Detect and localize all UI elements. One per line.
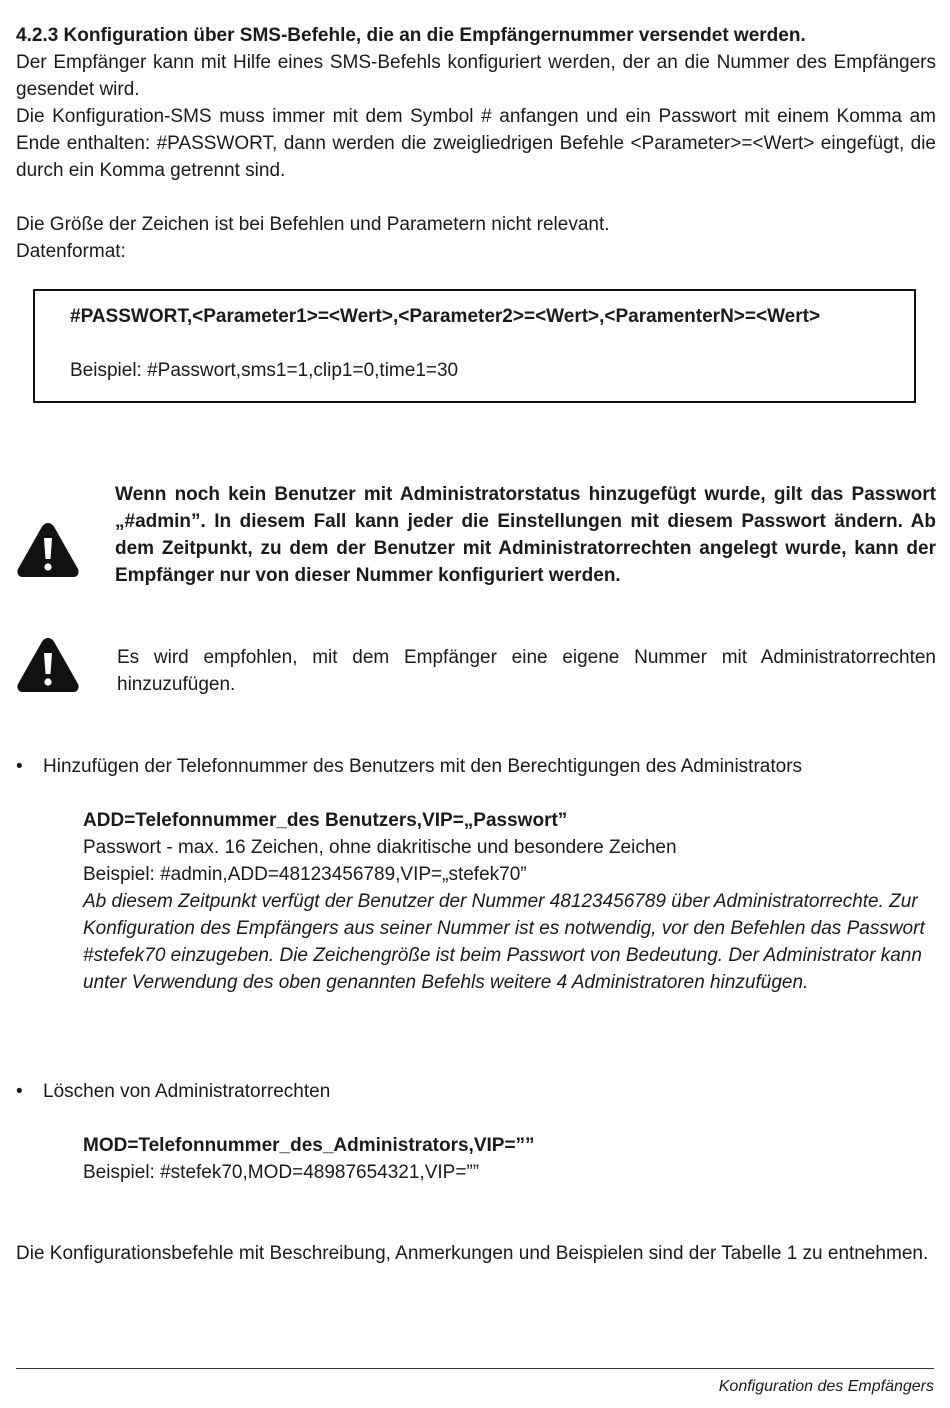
bullet2-title: Löschen von Administratorrechten (43, 1081, 331, 1102)
case-sensitivity-paragraph: Die Größe der Zeichen ist bei Befehlen und Parametern nicht relevant. (16, 214, 610, 235)
add-explanation: Ab diesem Zeitpunkt verfügt der Benutzer der Nummer 48123456789 über Administratorrechte. Zur Konfiguration des Empfängers aus seiner Nummer ist es notwendig, vor den Befehlen das Passwort #stefek70 einzugeben. Die Zeichengröße ist beim Passwort von Bedeutung. Der Administrator kann unter Verwendung des oben genannten Befehls weitere 4 Administratoren hinzufügen. (83, 891, 925, 993)
bullet1-title: Hinzufügen der Telefonnummer des Benutzers mit den Berechtigungen des Administrators (43, 756, 803, 777)
closing-paragraph: Die Konfigurationsbefehle mit Beschreibung, Anmerkungen und Beispielen sind der Tabelle 1 zu entnehmen. (16, 1243, 929, 1264)
format-syntax: #PASSWORT,<Parameter1>=<Wert>,<Parameter2>=<Wert>,<ParamenterN>=<Wert> (70, 306, 821, 327)
add-admin-details (83, 807, 936, 996)
mod-example: Beispiel: #stefek70,MOD=48987654321,VIP=”” (83, 1162, 480, 1183)
format-example: Beispiel: #Passwort,sms1=1,clip1=0,time1=30 (70, 360, 459, 381)
mod-command: MOD=Telefonnummer_des_Administrators,VIP=”” (83, 1135, 535, 1156)
document-page (16, 22, 936, 403)
password-note: Passwort - max. 16 Zeichen, ohne diakritische und besondere Zeichen (83, 837, 677, 858)
warning-icon (16, 521, 80, 579)
add-example: Beispiel: #admin,ADD=48123456789,VIP=„stefek70” (83, 864, 527, 885)
data-format-label: Datenformat: (16, 241, 126, 262)
add-command: ADD=Telefonnummer_des Benutzers,VIP=„Passwort” (83, 810, 568, 831)
bullet-dot: • (16, 756, 23, 777)
remove-admin-details (83, 1132, 936, 1186)
warning-icon (16, 636, 80, 694)
format-box (33, 289, 916, 403)
intro-paragraph: Der Empfänger kann mit Hilfe eines SMS-Befehls konfiguriert werden, der an die Nummer des Empfängers gesendet wird. (16, 52, 936, 100)
page-footer: Konfiguration des Empfängers (718, 1378, 934, 1395)
bullet-dot: • (16, 1081, 23, 1102)
warning2-text: Es wird empfohlen, mit dem Empfänger eine eigene Nummer mit Administratorrechten hinzuzufügen. (117, 647, 936, 695)
warning1-text: Wenn noch kein Benutzer mit Administratorstatus hinzugefügt wurde, gilt das Passwort „#admin”. In diesem Fall kann jeder die Einstellungen mit diesem Passwort ändern. Ab dem Zeitpunkt, zu dem der Benutzer mit Administratorrechten angelegt wurde, kann der Empfänger nur von dieser Nummer konfiguriert werden. (115, 484, 936, 586)
section-heading: 4.2.3 Konfiguration über SMS-Befehle, die an die Empfängernummer versendet werden. (16, 25, 806, 46)
footer-divider (16, 1368, 934, 1369)
sms-format-paragraph: Die Konfiguration-SMS muss immer mit dem Symbol # anfangen und ein Passwort mit einem Komma am Ende enthalten: #PASSWORT, dann werden die zweigliedrigen Befehle <Parameter>=<Wert> eingefügt, die durch ein Komma getrennt sind. (16, 106, 936, 181)
